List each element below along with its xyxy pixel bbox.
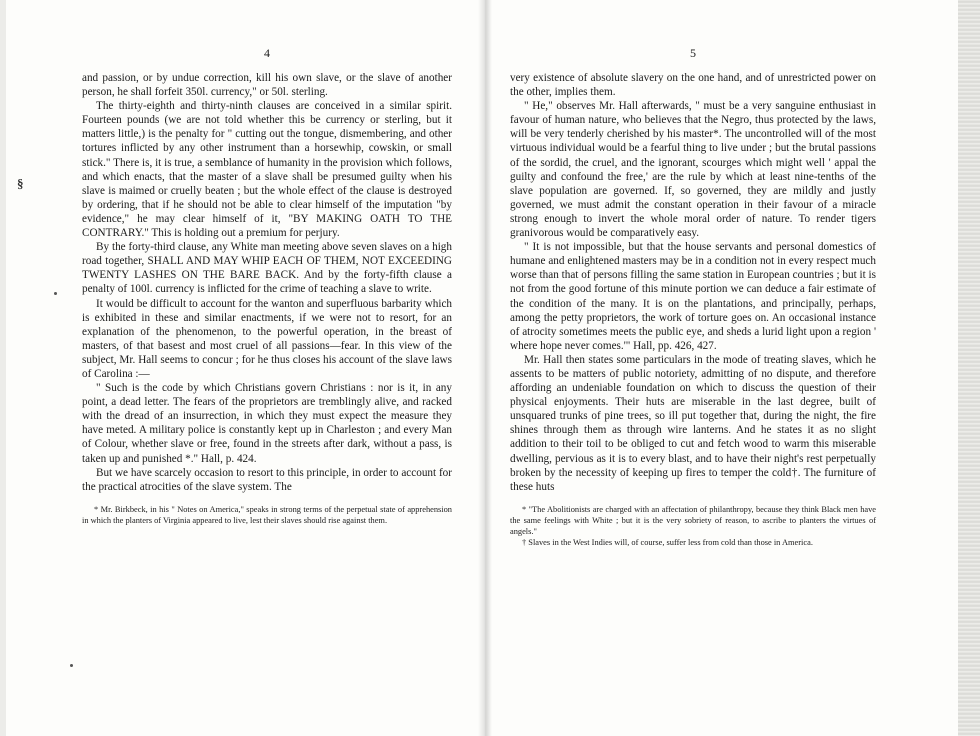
paragraph: By the forty-third clause, any White man meeting above seven slaves on a high road together, SHALL AND MAY WHIP EACH OF THEM, NOT EXCEEDING TWENTY LASHES ON THE BARE BACK. And by the forty-fifth clause a penalty of 100l. currency is inflicted for the crime of teaching a slave to write. bbox=[82, 241, 452, 296]
right-page bbox=[510, 46, 876, 548]
paragraph: But we have scarcely occasion to resort to this principle, in order to account for the practical atrocities of the slave system. The bbox=[82, 466, 452, 493]
book-gutter bbox=[478, 0, 492, 736]
right-footnotes bbox=[510, 504, 876, 548]
left-footnotes bbox=[82, 504, 452, 526]
footnote: * Mr. Birkbeck, in his " Notes on America," speaks in strong terms of the perpetual state of apprehension in which the planters of Virginia appeared to live, lest their slaves should rise against them. bbox=[82, 504, 452, 525]
footnote: * "The Abolitionists are charged with an affectation of philanthropy, because they think Black men have the same feelings with White ; but it is the very sobriety of reason, to ascribe to planters the virtues of angels." bbox=[510, 504, 876, 536]
margin-mark: § bbox=[17, 176, 24, 191]
ink-speck bbox=[54, 292, 57, 295]
page-number: 4 bbox=[264, 46, 270, 60]
paragraph: and passion, or by undue correction, kill his own slave, or the slave of another person, he shall forfeit 350l. currency," or 50l. sterling. bbox=[82, 72, 452, 99]
left-page bbox=[82, 46, 452, 526]
quotation: " Such is the code by which Christians govern Christians : nor is it, in any point, a dead letter. The fears of the proprietors are tremblingly alive, and racked with the dread of an insurrection, in which they must expect the measure they have meted. A military police is constantly kept up in Charleston ; and every Man of Colour, whether slave or free, found in the streets after dark, without a pass, is taken up and punished *." Hall, p. 424. bbox=[82, 382, 452, 465]
paragraph: very existence of absolute slavery on the one hand, and of unrestricted power on the other, implies them. bbox=[510, 72, 876, 99]
paragraph: It would be difficult to account for the wanton and superfluous barbarity which is exhibited in these and similar enactments, if we were not to resort, for an explanation of the phenomenon, to the powerful operation, in the breast of masters, of that basest and most cruel of all passions—fear. In this view of the subject, Mr. Hall seems to concur ; for he thus closes his account of the slave laws of Carolina :— bbox=[82, 297, 452, 380]
right-page-edge bbox=[958, 0, 980, 736]
quotation: " He," observes Mr. Hall afterwards, " must be a very sanguine enthusiast in favour of human nature, who believes that the Negro, thus protected by the laws, will be very tenderly cherished by his master*. The uncontrolled will of the most virtuous individual would be a fearful thing to live under ; but the brutal passions of the sordid, the cruel, and the ignorant, scourges which might well ' appal the guilty and confound the free,' are the rule by which at least nine-tenths of the slave population are governed. If, so governed, they are mildly and justly governed, we must admit the constant operation in their favour of a miracle strong enough to invert the whole moral order of nature. To render tigers granivorous would be comparatively easy. bbox=[510, 100, 876, 240]
left-page-body bbox=[82, 71, 452, 494]
paragraph: The thirty-eighth and thirty-ninth clauses are conceived in a similar spirit. Fourteen pounds (we are not told whether this be currency or sterling, but it matters little,) is the penalty for " cutting out the tongue, dismembering, and other tortures inflicted by any other instrument than a horsewhip, cowskin, or small stick." There is, it is true, a semblance of humanity in the provision which follows, and which enacts, that the master of a slave shall be presumed guilty when his slave is maimed or cruelly beaten ; but the whole effect of the clause is destroyed by ordering, that if he should not be able to clear himself of the imputation "by evidence," he may clear himself of it, "BY MAKING OATH TO THE CONTRARY." This is holding out a premium for perjury. bbox=[82, 100, 452, 240]
ink-speck bbox=[70, 664, 73, 667]
quotation: " It is not impossible, but that the house servants and personal domestics of humane and enlightened masters may be in a condition not in every respect much worse than that of persons filling the same station in European countries ; but it is not from the good fortune of this minute portion we can deduce a fair estimate of the condition of the many. It is on the plantations, and principally, perhaps, among the petty proprietors, the work of torture goes on. An occasional instance of atrocity sometimes meets the public eye, and sheds a lurid light upon a region ' where hope never comes.'" Hall, pp. 426, 427. bbox=[510, 241, 876, 352]
footnote: † Slaves in the West Indies will, of course, suffer less from cold than those in America. bbox=[522, 537, 813, 547]
footnote-separator bbox=[510, 494, 876, 504]
left-page-edge bbox=[0, 0, 6, 736]
page-number: 5 bbox=[690, 46, 696, 60]
right-page-body bbox=[510, 71, 876, 494]
footnote-separator bbox=[82, 494, 452, 504]
paragraph: Mr. Hall then states some particulars in the mode of treating slaves, which he assents to be matters of public notoriety, admitting of no dispute, and therefore affording an undeniable foundation on which to discuss the question of their physical enjoyments. Their huts are miserable in the last degree, built of unsquared trunks of pine trees, so ill put together that, during the night, the fire shines through them as through wire lanterns. And he states it as no slight addition to their toil to be obliged to cut and fetch wood to warm this miserable dwelling, pervious as it is to every blast, and to have their night's rest perpetually broken by the necessity of keeping up fires to temper the cold†. The furniture of these huts bbox=[510, 353, 876, 493]
